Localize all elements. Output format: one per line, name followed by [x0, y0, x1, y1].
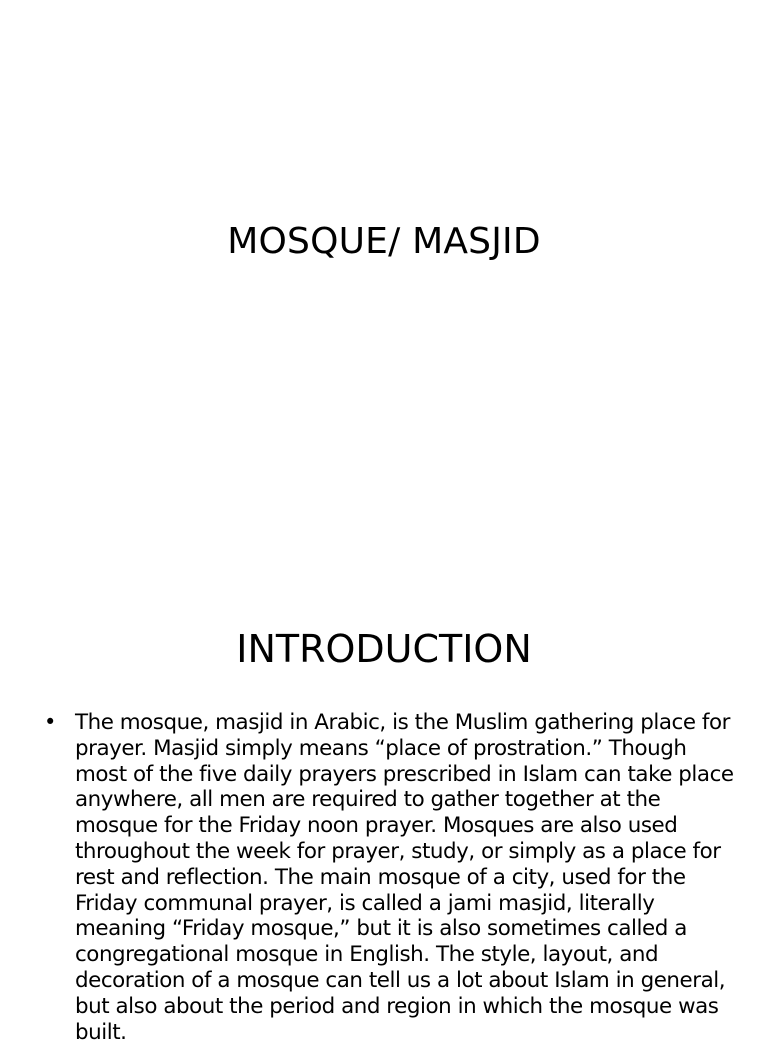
- bullet-text: The mosque, masjid in Arabic, is the Muslim gathering place for prayer. Masjid simply means “place of prostration.” Though most of the five daily prayers prescribed in Islam can take place anywhere, all men are required to gather together at the mosque for the Friday noon prayer. Mosques are also used throughout the week for prayer, study, or simply as a place for rest and reflection. The main mosque of a city, used for the Friday communal prayer, is called a jami masjid, literally meaning “Friday mosque,” but it is also sometimes called a congregational mosque in English. The style, layout, and decoration of a mosque can tell us a lot about Islam in general, but also about the period and region in which the mosque was built.: [75, 710, 734, 1045]
- slide-heading: INTRODUCTION: [236, 627, 532, 671]
- slide-title: MOSQUE/ MASJID: [227, 221, 541, 262]
- bullet-icon: •: [44, 710, 56, 734]
- bullet-item: [44, 710, 734, 1045]
- bullet-list: [44, 710, 734, 1045]
- introduction-slide: [0, 576, 768, 1045]
